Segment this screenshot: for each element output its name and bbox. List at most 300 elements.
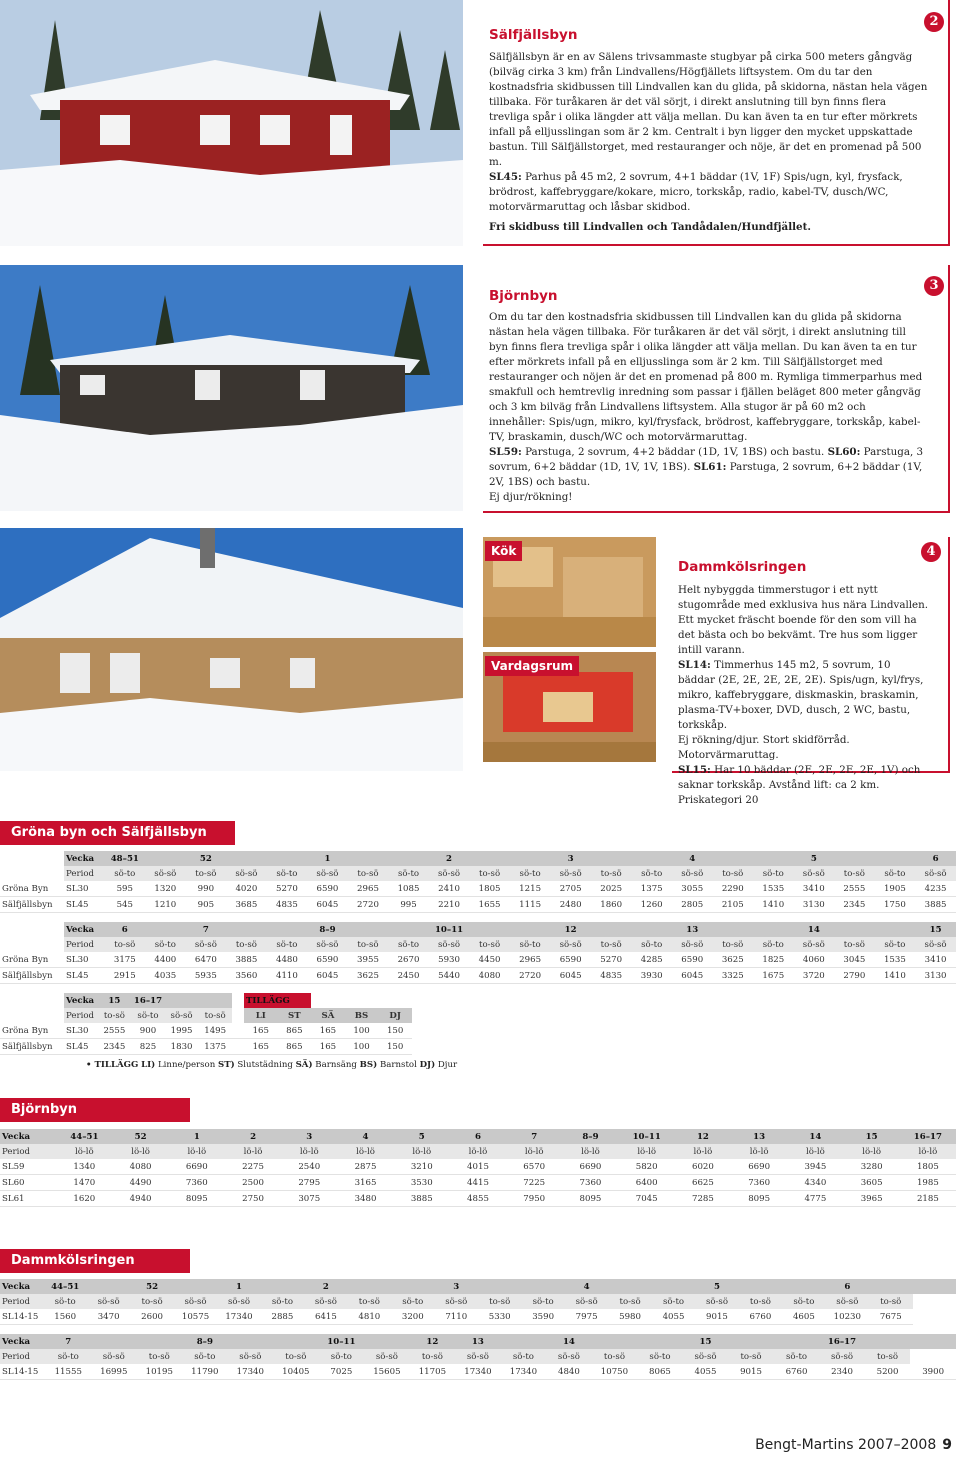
period-cell: lö-lö [169, 1144, 225, 1159]
skibus-note: Fri skidbuss till Lindvallen och Tandådalen/Hundfjället. [489, 221, 811, 233]
tag-kitchen: Kök [485, 541, 522, 561]
price-cell: 2275 [225, 1159, 281, 1175]
price-cell: 17340 [501, 1364, 547, 1380]
price-cell: 4340 [787, 1175, 843, 1191]
period-cell: sö-to [521, 1294, 564, 1309]
price-cell: 1985 [900, 1175, 956, 1191]
bjornbyn-pets: Ej djur/rökning! [489, 491, 573, 503]
week-header: 1 [307, 851, 348, 866]
period-cell: sö-to [631, 866, 672, 881]
blank-cell [232, 1008, 244, 1023]
week-header [913, 1279, 956, 1294]
price-cell: 1410 [753, 897, 794, 913]
price-cell: 6470 [186, 952, 227, 968]
price-cell: 6760 [739, 1309, 782, 1325]
week-header: 52 [186, 851, 227, 866]
note-bs: Barnstol [377, 1060, 420, 1070]
period-cell: lö-lö [844, 1144, 900, 1159]
sl45-text: Parhus på 45 m2, 2 sovrum, 4+1 bäddar (1V, 1F) Spis/ugn, kyl, frysfack, brödrost, kaffebryggare/kokare, micro, torkskåp, radio, kabel-TV, dusch/WC, motorvärmaruttag och låsbar skidbod. [489, 171, 903, 213]
week-header [174, 1279, 217, 1294]
price-cell: 4840 [546, 1364, 592, 1380]
week-header: 52 [130, 1279, 173, 1294]
price-cell: 2025 [591, 881, 632, 897]
price-cell: 6570 [506, 1159, 562, 1175]
week-header: 7 [46, 1334, 92, 1349]
table-row [0, 1349, 956, 1364]
blank-cell [0, 866, 64, 881]
price-cell: 4080 [112, 1159, 168, 1175]
price-cell: 7950 [506, 1191, 562, 1207]
sl60-text: Parstuga, 3 sovrum, 6+2 bäddar (1D, 1V, 1V, 1BS). [489, 446, 924, 473]
week-header [469, 851, 510, 866]
price-cell: 2555 [834, 881, 875, 897]
price-cell: 1905 [875, 881, 916, 897]
tillagg-price: 165 [244, 1039, 278, 1055]
week-header [261, 1279, 304, 1294]
price-cell: 4605 [782, 1309, 825, 1325]
price-cell: 2480 [550, 897, 591, 913]
price-cell: 6045 [672, 968, 713, 984]
price-cell: 10575 [174, 1309, 217, 1325]
week-header [875, 922, 916, 937]
period-cell: sö-sö [794, 937, 835, 952]
period-cell: to-sö [713, 937, 754, 952]
week-header: 5 [695, 1279, 738, 1294]
price-table-dammkol-1 [0, 1279, 956, 1325]
week-header [165, 993, 199, 1008]
week-header [501, 1334, 547, 1349]
period-cell: to-sö [410, 1349, 456, 1364]
period-cell: to-sö [130, 1294, 173, 1309]
blank-cell [232, 1039, 244, 1055]
price-cell: 6590 [307, 881, 348, 897]
period-cell: lö-lö [900, 1144, 956, 1159]
week-header: 4 [565, 1279, 608, 1294]
price-cell: 7360 [562, 1175, 618, 1191]
week-header [753, 851, 794, 866]
period-cell: lö-lö [787, 1144, 843, 1159]
week-header: 12 [675, 1129, 731, 1144]
header-label: Vecka [0, 1334, 46, 1349]
period-cell: lö-lö [619, 1144, 675, 1159]
price-cell: 7360 [731, 1175, 787, 1191]
week-header [478, 1279, 521, 1294]
period-cell: sö-sö [87, 1294, 130, 1309]
period-cell: sö-sö [546, 1349, 592, 1364]
note-li-key: LI) [141, 1060, 156, 1070]
week-header [348, 922, 389, 937]
header-label: Vecka [0, 1279, 43, 1294]
week-header [631, 922, 672, 937]
price-cell: 7025 [319, 1364, 365, 1380]
week-header: 2 [304, 1279, 347, 1294]
period-cell: to-sö [226, 937, 267, 952]
week-header: 6 [826, 1279, 869, 1294]
week-header [226, 922, 267, 937]
note-dj-key: DJ) [419, 1060, 436, 1070]
period-cell: sö-to [261, 1294, 304, 1309]
price-cell: 995 [388, 897, 429, 913]
price-cell: 5930 [429, 952, 470, 968]
week-header: 52 [112, 1129, 168, 1144]
price-cell: 3885 [394, 1191, 450, 1207]
period-cell: to-sö [869, 1294, 912, 1309]
price-cell: 4940 [112, 1191, 168, 1207]
price-cell: 990 [186, 881, 227, 897]
price-cell: 6415 [304, 1309, 347, 1325]
unit-code: SL14-15 [0, 1364, 46, 1380]
price-cell: 7285 [675, 1191, 731, 1207]
week-header [267, 851, 308, 866]
price-cell: 3625 [713, 952, 754, 968]
tillagg-price: 165 [311, 1023, 345, 1039]
price-cell: 2345 [834, 897, 875, 913]
price-cell: 1410 [875, 968, 916, 984]
price-cell: 8095 [731, 1191, 787, 1207]
price-cell: 545 [105, 897, 146, 913]
blank-cell [0, 922, 64, 937]
period-cell: to-sö [186, 866, 227, 881]
price-cell: 1750 [875, 897, 916, 913]
week-header [728, 1334, 774, 1349]
price-table-dammkol-2 [0, 1334, 956, 1380]
salfjallsbyn-photo [0, 0, 463, 246]
note-li: Linne/person [155, 1060, 219, 1070]
week-header: 4 [337, 1129, 393, 1144]
banner-grona-byn: Gröna byn och Sälfjällsbyn [0, 821, 235, 845]
price-table-grona-3 [0, 993, 412, 1055]
period-cell: sö-sö [165, 1008, 199, 1023]
price-cell: 1470 [56, 1175, 112, 1191]
period-cell: to-sö [728, 1349, 774, 1364]
sl61-text: Parstuga, 2 sovrum, 6+2 bäddar (1V, 2V, 1BS) och bastu. [489, 461, 923, 488]
badge-3: 3 [924, 276, 944, 296]
price-cell: 4450 [469, 952, 510, 968]
tillagg-price: 865 [278, 1039, 312, 1055]
week-header [91, 1334, 137, 1349]
table-row [0, 1334, 956, 1349]
week-header [348, 1279, 391, 1294]
period-cell: sö-sö [307, 937, 348, 952]
blank-cell [345, 993, 379, 1008]
salfjallsbyn-card [483, 0, 950, 246]
price-cell: 2720 [348, 897, 389, 913]
period-cell: sö-sö [550, 937, 591, 952]
price-cell: 3530 [394, 1175, 450, 1191]
period-cell: sö-sö [672, 866, 713, 881]
price-cell: 5270 [591, 952, 632, 968]
period-label: Period [0, 1349, 46, 1364]
price-cell: 3470 [87, 1309, 130, 1325]
price-cell: 10195 [137, 1364, 183, 1380]
week-header [521, 1279, 564, 1294]
tillagg-code: BS [345, 1008, 379, 1023]
bjornbyn-card [483, 265, 950, 513]
period-cell: lö-lö [281, 1144, 337, 1159]
period-cell: sö-to [267, 937, 308, 952]
period-cell: sö-sö [307, 866, 348, 881]
price-cell: 6690 [562, 1159, 618, 1175]
period-cell: to-sö [713, 866, 754, 881]
price-cell: 17340 [228, 1364, 274, 1380]
week-header [510, 922, 551, 937]
period-cell: sö-sö [186, 937, 227, 952]
tillagg-note [86, 1060, 457, 1070]
price-cell: 4775 [787, 1191, 843, 1207]
price-cell: 3410 [915, 952, 956, 968]
price-cell: 2340 [819, 1364, 865, 1380]
week-header: 15 [683, 1334, 729, 1349]
badge-2: 2 [924, 12, 944, 32]
price-cell: 3075 [281, 1191, 337, 1207]
note-st-key: ST) [218, 1060, 235, 1070]
tillagg-code: ST [278, 1008, 312, 1023]
period-cell: to-sö [478, 1294, 521, 1309]
table-row [0, 968, 956, 984]
period-cell: to-sö [608, 1294, 651, 1309]
unit-code: SL59 [0, 1159, 56, 1175]
week-header: 12 [410, 1334, 456, 1349]
period-cell: sö-sö [550, 866, 591, 881]
week-header [910, 1334, 956, 1349]
price-cell: 1375 [198, 1039, 232, 1055]
period-cell: sö-to [510, 866, 551, 881]
period-cell: sö-sö [915, 937, 956, 952]
salfjallsbyn-title: Sälfjällsbyn [489, 27, 578, 43]
tillagg-code: LI [244, 1008, 278, 1023]
sl45-label: SL45: [489, 171, 522, 183]
price-cell: 2185 [900, 1191, 956, 1207]
period-cell: to-sö [834, 866, 875, 881]
period-cell: lö-lö [731, 1144, 787, 1159]
price-cell: 4855 [450, 1191, 506, 1207]
period-cell: to-sö [469, 866, 510, 881]
week-header [608, 1279, 651, 1294]
sl15-text: Har 10 bäddar (2E, 2E, 2E, 2E, 1V) och saknar torkskåp. Avstånd lift: ca 2 km. Priskategori 20 [678, 764, 921, 806]
week-header [226, 851, 267, 866]
week-header: 13 [731, 1129, 787, 1144]
week-header [267, 922, 308, 937]
price-cell: 825 [131, 1039, 165, 1055]
period-cell: lö-lö [225, 1144, 281, 1159]
price-cell: 2450 [388, 968, 429, 984]
banner-dammkolsringen: Dammkölsringen [0, 1249, 190, 1273]
price-cell: 3130 [794, 897, 835, 913]
price-cell: 3480 [337, 1191, 393, 1207]
period-cell: sö-sö [217, 1294, 260, 1309]
price-cell: 3130 [915, 968, 956, 984]
price-cell: 4415 [450, 1175, 506, 1191]
period-cell: sö-sö [819, 1349, 865, 1364]
week-header [631, 851, 672, 866]
week-header [510, 851, 551, 866]
price-cell: 905 [186, 897, 227, 913]
period-cell: to-sö [98, 1008, 132, 1023]
period-cell: sö-to [388, 937, 429, 952]
dammkolsringen-title: Dammkölsringen [678, 559, 807, 575]
price-cell: 2805 [672, 897, 713, 913]
price-cell: 3165 [337, 1175, 393, 1191]
table-row [0, 1023, 412, 1039]
week-header: 12 [550, 922, 591, 937]
week-header: 1 [169, 1129, 225, 1144]
price-cell: 5440 [429, 968, 470, 984]
price-cell: 4835 [591, 968, 632, 984]
period-cell: sö-to [875, 937, 916, 952]
week-header [592, 1334, 638, 1349]
note-dj: Djur [435, 1060, 458, 1070]
period-cell: lö-lö [506, 1144, 562, 1159]
price-cell: 2750 [225, 1191, 281, 1207]
price-cell: 1320 [145, 881, 186, 897]
bjornbyn-text: Om du tar den kostnadsfria skidbussen till Lindvallen kan du glida på skidorna nästan hela vägen tillbaka. För turåkaren är det väl sörjt, i direkt anslutning till byn finns flera trevliga spår i olika längder att välja mellan. Du kan även ta en tur efter mörkrets infall på en elljusslinga som är 2 km. Till Sälfjällstorget med restauranger och nöjen är det en promenad på 800 m. Rymliga timmerparhus med smakfull och hemtrevlig inredning som passar i fjällen beläget 800 meter gångväg och 3 km bilväg från Lindvallens liftsystem. Alla stugor är på 60 m2 och innehåller: Spis/ugn, mikro, kyl/frysfack, brödrost, kaffebryggare, torkskåp, kabel-TV, braskamin, dusch/WC och motorvärmaruttag. [489, 311, 923, 443]
week-header: 7 [506, 1129, 562, 1144]
price-cell: 10405 [273, 1364, 319, 1380]
period-cell: sö-sö [672, 937, 713, 952]
note-st: Slutstädning [234, 1060, 296, 1070]
row-label: Gröna Byn [0, 1023, 64, 1039]
sl14-label: SL14: [678, 659, 711, 671]
price-cell: 4490 [112, 1175, 168, 1191]
unit-code: SL45 [64, 1039, 98, 1055]
price-cell: 5330 [478, 1309, 521, 1325]
week-header: 48–51 [105, 851, 146, 866]
price-cell: 2965 [510, 952, 551, 968]
period-cell: to-sö [348, 866, 389, 881]
week-header: 13 [672, 922, 713, 937]
week-header [87, 1279, 130, 1294]
note-sa-key: SÄ) [295, 1060, 313, 1070]
price-cell: 4835 [267, 897, 308, 913]
price-cell: 4020 [226, 881, 267, 897]
week-header: 14 [794, 922, 835, 937]
sl15-label: SL15: [678, 764, 711, 776]
week-header [273, 1334, 319, 1349]
unit-code: SL14-15 [0, 1309, 43, 1325]
blank-cell [311, 993, 345, 1008]
dammkolsringen-rules: Ej rökning/djur. Stort skidförråd. Motorvärmaruttag. [678, 734, 850, 761]
unit-code: SL30 [64, 881, 105, 897]
week-header: 8–9 [562, 1129, 618, 1144]
tillagg-price: 150 [378, 1039, 412, 1055]
note-sa: Barnsäng [312, 1060, 360, 1070]
table-row [0, 1364, 956, 1380]
page-footer [755, 1437, 952, 1453]
tillagg-header: TILLÄGG [244, 993, 311, 1008]
period-cell: to-sö [105, 937, 146, 952]
period-cell: lö-lö [394, 1144, 450, 1159]
price-cell: 6045 [307, 897, 348, 913]
period-cell: to-sö [592, 1349, 638, 1364]
week-header: 15 [915, 922, 956, 937]
price-cell: 2345 [98, 1039, 132, 1055]
period-cell: sö-to [875, 866, 916, 881]
price-cell: 1620 [56, 1191, 112, 1207]
price-cell: 4015 [450, 1159, 506, 1175]
price-cell: 2210 [429, 897, 470, 913]
period-cell: sö-to [501, 1349, 547, 1364]
page-number: 9 [942, 1437, 952, 1453]
week-header: 6 [105, 922, 146, 937]
price-cell: 11705 [410, 1364, 456, 1380]
period-label: Period [64, 866, 105, 881]
period-cell: sö-to [631, 937, 672, 952]
price-cell: 4080 [469, 968, 510, 984]
week-header [137, 1334, 183, 1349]
price-cell: 3900 [910, 1364, 956, 1380]
period-cell: sö-to [46, 1349, 92, 1364]
price-cell: 7975 [565, 1309, 608, 1325]
week-header: 5 [794, 851, 835, 866]
unit-code: SL30 [64, 1023, 98, 1039]
period-cell: to-sö [348, 1294, 391, 1309]
price-cell: 2555 [98, 1023, 132, 1039]
week-header: 2 [429, 851, 470, 866]
week-header [469, 922, 510, 937]
blank-cell [0, 851, 64, 866]
price-cell: 4480 [267, 952, 308, 968]
note-lead: • TILLÄGG [86, 1060, 139, 1070]
blank-cell [232, 1023, 244, 1039]
price-cell: 1260 [631, 897, 672, 913]
period-cell: sö-sö [435, 1294, 478, 1309]
period-cell: to-sö [273, 1349, 319, 1364]
blank-cell [0, 937, 64, 952]
price-cell: 6760 [774, 1364, 820, 1380]
row-label: Sälfjällsbyn [0, 1039, 64, 1055]
price-cell: 2790 [834, 968, 875, 984]
table-row [0, 937, 956, 952]
week-header: 44–51 [56, 1129, 112, 1144]
price-cell: 3175 [105, 952, 146, 968]
price-cell: 3605 [844, 1175, 900, 1191]
tillagg-price: 865 [278, 1023, 312, 1039]
week-header: 10–11 [319, 1334, 365, 1349]
price-cell: 6400 [619, 1175, 675, 1191]
sl61-label: SL61: [693, 461, 727, 473]
header-label: Vecka [64, 993, 98, 1008]
period-cell: sö-to [510, 937, 551, 952]
bjornbyn-photo [0, 265, 463, 511]
week-header [869, 1279, 912, 1294]
week-header [198, 993, 232, 1008]
week-header [228, 1334, 274, 1349]
period-label: Period [64, 937, 105, 952]
price-cell: 5270 [267, 881, 308, 897]
price-cell: 1830 [165, 1039, 199, 1055]
price-cell: 2965 [348, 881, 389, 897]
price-cell: 10230 [826, 1309, 869, 1325]
row-label: Gröna Byn [0, 881, 64, 897]
table-row [0, 1008, 412, 1023]
tillagg-code: SÄ [311, 1008, 345, 1023]
period-cell: sö-sö [826, 1294, 869, 1309]
price-cell: 7360 [169, 1175, 225, 1191]
period-cell: sö-sö [145, 866, 186, 881]
price-cell: 5980 [608, 1309, 651, 1325]
week-header: 16–17 [900, 1129, 956, 1144]
week-header [875, 851, 916, 866]
unit-code: SL61 [0, 1191, 56, 1207]
week-header: 7 [186, 922, 227, 937]
sl60-label: SL60: [827, 446, 861, 458]
price-cell: 10750 [592, 1364, 638, 1380]
tillagg-price: 100 [345, 1023, 379, 1039]
price-cell: 4285 [631, 952, 672, 968]
dammkolsringen-card [672, 537, 950, 806]
table-row [0, 1175, 956, 1191]
table-row [0, 881, 956, 897]
